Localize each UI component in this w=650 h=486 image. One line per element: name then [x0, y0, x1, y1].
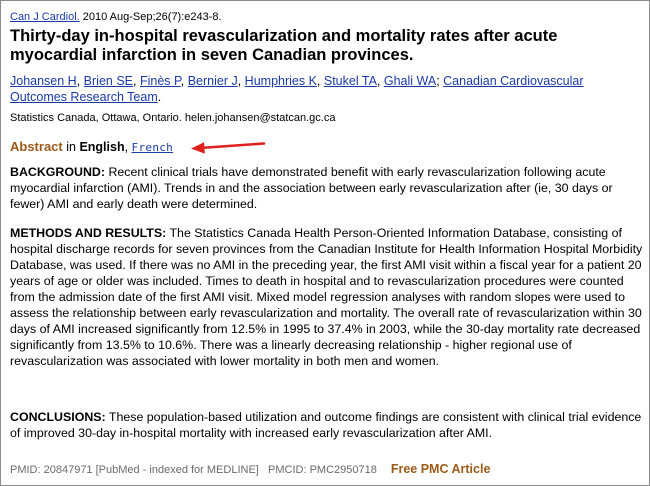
author-link[interactable]: Finès P — [139, 74, 181, 88]
methods-label: METHODS AND RESULTS: — [10, 226, 167, 240]
abstract-methods-results — [10, 225, 643, 369]
background-text: Recent clinical trials have demonstrated benefit with early revascularization following acute myocardial infarction (AMI). Trends in and the association between early revascularization after (ie, 30 days or fewer) AMI and early death were determined. — [10, 165, 613, 211]
language-separator: , — [124, 140, 132, 154]
author-link[interactable]: Stukel TA — [323, 74, 377, 88]
methods-text: The Statistics Canada Health Person-Oriented Information Database, consisting of hospital discharge records for seven provinces from the Canadian Institute for Health Information Hospital Morbidity Database, was used. If there was no AMI in the preceding year, the first AMI visit within a fiscal year for a patient 20 years of age or older was included. Times to death in hospital and to revascularization procedures were counted from the admission date of the first AMI visit. Mixed model regression analyses with random slopes were used to assess the relationship between early revascularization and mortality. The overall rate of revascularization within 30 days of AMI increased significantly from 12.5% in 1995 to 37.4% in 2003, while the 30-day mortality rate decreased significantly from 13.5% to 10.6%. There was a linearly decreasing relationship - higher regional use of revascularization was associated with lower mortality in both men and women. — [10, 226, 643, 368]
abstract-background — [10, 164, 643, 212]
free-pmc-article-link[interactable]: Free PMC Article — [390, 462, 491, 476]
article-title: Thirty-day in-hospital revascularization and mortality rates after acute myocardial infarction in seven Canadian provinces. — [10, 27, 558, 64]
abstract-heading: Abstract — [10, 139, 63, 154]
author-list: Johansen H, Brien SE, Finès P, Bernier J, Humphries K, Stukel TA, Ghali WA; Canadian Cardiovascular Outcomes Research Team. — [10, 74, 584, 104]
abstract-in-text: in — [62, 140, 80, 154]
author-link[interactable]: Brien SE — [83, 74, 134, 88]
author-link[interactable]: Ghali WA — [383, 74, 437, 88]
citation-details: 2010 Aug-Sep;26(7):e243-8. — [79, 11, 222, 23]
author-link[interactable]: Johansen H — [10, 74, 77, 88]
language-english-current: English — [79, 140, 125, 154]
citation — [10, 10, 222, 24]
abstract-conclusions — [10, 409, 643, 441]
pmid-pmcid-text: PMID: 20847971 [PubMed - indexed for MEDLINE] PMCID: PMC2950718 — [10, 464, 377, 476]
conclusions-label: CONCLUSIONS: — [10, 410, 106, 424]
abstract-language-bar — [10, 139, 173, 156]
journal-link[interactable]: Can J Cardiol. — [10, 11, 80, 23]
affiliation: Statistics Canada, Ottawa, Ontario. helen.johansen@statcan.gc.ca — [10, 112, 336, 124]
footer-ids — [10, 462, 490, 477]
author-link[interactable]: Bernier J — [187, 74, 238, 88]
conclusions-text: These population-based utilization and outcome findings are consistent with clinical trial evidence of improved 30-day in-hospital mortality with increased early revascularization after AMI. — [10, 410, 642, 440]
research-team-link[interactable]: Canadian Cardiovascular Outcomes Research Team — [10, 74, 584, 104]
background-label: BACKGROUND: — [10, 165, 105, 179]
author-link[interactable]: Humphries K — [244, 74, 317, 88]
red-arrow-icon — [189, 140, 267, 156]
language-french-link[interactable]: French — [131, 141, 174, 154]
